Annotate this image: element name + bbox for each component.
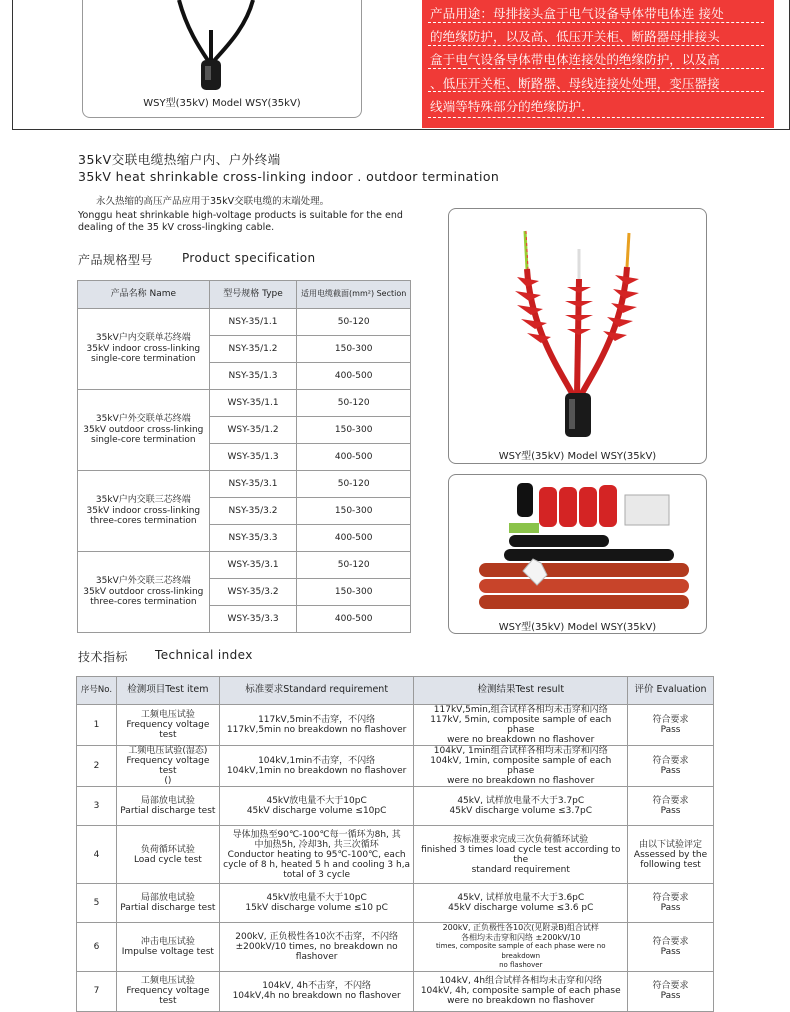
table-row bbox=[78, 471, 411, 498]
section-cell: 50-120 bbox=[297, 552, 411, 579]
table-row bbox=[78, 309, 411, 336]
std-cell bbox=[219, 923, 414, 972]
no-cell: 6 bbox=[77, 923, 117, 972]
std-cn: 45kV放电量不大于10pC bbox=[266, 893, 367, 903]
table-row bbox=[77, 884, 714, 923]
photo-caption-2: WSY型(35kV) Model WSY(35kV) bbox=[498, 622, 657, 633]
item-cn: 工频电压试验(湿态) bbox=[128, 746, 208, 756]
std-en: 104kV,1min no breakdown no flashover bbox=[226, 766, 407, 776]
std-line: cycle of 8 h, heated 5 h and cooling 3 h,a bbox=[223, 859, 411, 870]
item-en: Frequency voltage test bbox=[126, 756, 210, 776]
product-name-en: three-cores termination bbox=[90, 597, 197, 608]
cable-termination-illustration bbox=[83, 0, 363, 100]
spec-table bbox=[77, 280, 411, 633]
product-name-cell bbox=[78, 471, 210, 552]
product-name-en: 35kV indoor cross-linking bbox=[86, 505, 201, 516]
divider bbox=[428, 45, 764, 46]
result-line: standard requirement bbox=[471, 864, 570, 875]
eval-line: Assessed by the bbox=[633, 849, 708, 860]
tech-header-row bbox=[77, 677, 714, 705]
section-cell: 50-120 bbox=[297, 390, 411, 417]
type-cell: NSY-35/3.2 bbox=[209, 498, 297, 525]
std-line: flashover bbox=[295, 951, 338, 962]
section-cell: 150-300 bbox=[297, 498, 411, 525]
usage-line: 线端等特殊部分的绝缘防护. bbox=[430, 98, 586, 114]
no-cell: 4 bbox=[77, 826, 117, 884]
section-title-en: 35kV heat shrinkable cross-linking indoor . outdoor termination bbox=[78, 169, 500, 184]
spec-header-row bbox=[78, 281, 411, 309]
item-cn: 负荷循环试验 bbox=[140, 844, 195, 855]
result-cell bbox=[414, 923, 628, 972]
table-row bbox=[77, 826, 714, 884]
result-line: 45kV discharge volume ≤3.6 pC bbox=[448, 903, 594, 913]
product-name-cn: 35kV户外交联单芯终端 bbox=[95, 414, 191, 425]
type-cell: NSY-35/3.1 bbox=[209, 471, 297, 498]
col-section-header: 适用电缆截面(mm²) Section bbox=[297, 281, 411, 309]
section-desc-en-1: Yonggu heat shrinkable high-voltage products is suitable for the end bbox=[78, 210, 403, 221]
termination-kit-illustration bbox=[449, 475, 708, 615]
item-cell bbox=[116, 826, 219, 884]
top-product-photo bbox=[82, 0, 362, 118]
section-cell: 150-300 bbox=[297, 417, 411, 444]
col-item-header: 检测项目Test item bbox=[116, 677, 219, 705]
result-line: were no breakdown no flashover bbox=[447, 776, 595, 786]
eval-cn: 符合要求 bbox=[652, 796, 689, 806]
section-cell: 150-300 bbox=[297, 336, 411, 363]
product-name-cn: 35kV户内交联单芯终端 bbox=[95, 333, 191, 344]
eval-cell bbox=[628, 884, 714, 923]
result-line: 45kV discharge volume ≤3.7pC bbox=[449, 806, 592, 816]
std-cell bbox=[219, 787, 414, 826]
col-eval-header: 评价 Evaluation bbox=[628, 677, 714, 705]
eval-cn: 符合要求 bbox=[652, 756, 689, 766]
product-name-cell bbox=[78, 552, 210, 633]
item-en: Impulse voltage test bbox=[121, 946, 214, 957]
type-cell: WSY-35/3.1 bbox=[209, 552, 297, 579]
product-name-cell bbox=[78, 309, 210, 390]
std-cn: 45kV放电量不大于10pC bbox=[266, 796, 367, 806]
section-title-cn: 35kV交联电缆热缩户内、户外终端 bbox=[78, 152, 281, 167]
table-row bbox=[77, 787, 714, 826]
divider bbox=[428, 68, 764, 69]
section-desc-cn: 永久热缩的高压产品应用于35kV交联电缆的末端处理。 bbox=[96, 196, 330, 207]
table-row bbox=[77, 971, 714, 1011]
tech-heading-en: Technical index bbox=[155, 648, 253, 662]
std-cell bbox=[219, 746, 414, 787]
product-name-cn: 35kV户内交联三芯终端 bbox=[95, 495, 191, 506]
item-cn: 局部放电试验 bbox=[140, 796, 195, 806]
usage-line: 产品用途：母排接头盒于电气设备导体带电体连 接处 bbox=[430, 6, 724, 21]
product-usage-box bbox=[422, 0, 774, 128]
three-core-termination-illustration bbox=[449, 209, 708, 439]
result-line: were no breakdown no flashover bbox=[447, 996, 595, 1006]
item-en: Partial discharge test bbox=[120, 806, 216, 816]
product-name-en: 35kV outdoor cross-linking bbox=[83, 424, 204, 435]
result-line: 117kV, 5min, composite sample of each phase bbox=[430, 715, 612, 735]
eval-en: Pass bbox=[660, 903, 681, 913]
std-cell bbox=[219, 705, 414, 746]
type-cell: NSY-35/1.1 bbox=[209, 309, 297, 336]
result-line: 各相均未击穿和闪络 ±200kV/10 bbox=[461, 932, 581, 942]
result-cell bbox=[414, 787, 628, 826]
product-photo-termination bbox=[448, 208, 707, 464]
product-name-cn: 35kV户外交联三芯终端 bbox=[95, 576, 191, 587]
std-line: ±200kV/10 times, no breakdown no bbox=[235, 941, 398, 952]
eval-en: Pass bbox=[660, 766, 681, 776]
col-no-header: 序号No. bbox=[77, 677, 117, 705]
section-cell: 150-300 bbox=[297, 579, 411, 606]
product-name-en: 35kV outdoor cross-linking bbox=[83, 586, 204, 597]
item-en: Frequency voltage test bbox=[126, 720, 210, 740]
eval-cell bbox=[628, 826, 714, 884]
result-line: 117kV,5min,组合试样各相均未击穿和闪络 bbox=[433, 705, 608, 715]
table-row bbox=[77, 923, 714, 972]
type-cell: NSY-35/1.3 bbox=[209, 363, 297, 390]
std-line: 200kV, 正负极性各10次不击穿，不闪络 bbox=[235, 931, 398, 942]
eval-cell bbox=[628, 746, 714, 787]
result-line: 104kV, 4h组合试样各相均未击穿和闪络 bbox=[439, 976, 603, 986]
product-name-en: 35kV indoor cross-linking bbox=[86, 343, 201, 354]
result-line: 200kV, 正负极性各10次(见附录B)组合试样 bbox=[442, 923, 599, 932]
item-cn: 局部放电试验 bbox=[140, 893, 195, 903]
eval-cn: 符合要求 bbox=[652, 893, 689, 903]
std-en: 117kV,5min no breakdown no flashover bbox=[226, 725, 407, 735]
type-cell: WSY-35/1.2 bbox=[209, 417, 297, 444]
std-line: Conductor heating to 95℃-100℃, each bbox=[227, 849, 406, 860]
col-type-header: 型号规格 Type bbox=[209, 281, 297, 309]
item-cn: 冲击电压试验 bbox=[140, 936, 195, 947]
col-std-header: 标准要求Standard requirement bbox=[219, 677, 414, 705]
result-cell bbox=[414, 826, 628, 884]
result-line: 45kV, 试样放电量不大于3.7pC bbox=[457, 796, 585, 806]
spec-heading-cn: 产品规格型号 bbox=[78, 253, 154, 267]
result-line: 104kV, 1min组合试样各相均未击穿和闪络 bbox=[433, 746, 608, 756]
type-cell: NSY-35/3.3 bbox=[209, 525, 297, 552]
no-cell: 2 bbox=[77, 746, 117, 787]
usage-line: 的绝缘防护，以及高、低压开关柜、断路器母排接头 bbox=[430, 29, 720, 45]
photo-caption-1: WSY型(35kV) Model WSY(35kV) bbox=[498, 451, 657, 462]
item-en: Partial discharge test bbox=[120, 903, 216, 913]
result-cell bbox=[414, 705, 628, 746]
result-cell bbox=[414, 746, 628, 787]
product-name-en: three-cores termination bbox=[90, 516, 197, 527]
type-cell: NSY-35/1.2 bbox=[209, 336, 297, 363]
divider bbox=[428, 117, 764, 118]
std-cell bbox=[219, 884, 414, 923]
tech-heading-cn: 技术指标 bbox=[78, 650, 129, 664]
eval-cn: 符合要求 bbox=[652, 715, 689, 725]
table-row bbox=[78, 390, 411, 417]
divider bbox=[428, 91, 764, 92]
result-line: times, composite sample of each phase were no breakdown bbox=[435, 942, 606, 960]
section-desc-en-2: dealing of the 35 kV cross-lingking cable. bbox=[78, 222, 275, 233]
eval-cell bbox=[628, 787, 714, 826]
result-line: were no breakdown no flashover bbox=[447, 735, 595, 745]
item-cell bbox=[116, 787, 219, 826]
product-photo-kit bbox=[448, 474, 707, 634]
no-cell: 7 bbox=[77, 971, 117, 1011]
item-en: Load cycle test bbox=[133, 854, 202, 865]
product-name-en: single-core termination bbox=[91, 435, 196, 446]
item-cn: 工频电压试验 bbox=[140, 710, 195, 720]
no-cell: 5 bbox=[77, 884, 117, 923]
eval-line: following test bbox=[640, 859, 701, 870]
std-en: 15kV discharge volume ≤10 pC bbox=[245, 903, 388, 913]
std-en: 45kV discharge volume ≤10pC bbox=[246, 806, 387, 816]
eval-en: Pass bbox=[660, 806, 681, 816]
usage-line: 盒于电气设备导体带电体连接处的绝缘防护，以及高 bbox=[430, 52, 720, 68]
eval-line: 由以下试验评定 bbox=[639, 839, 703, 850]
section-cell: 50-120 bbox=[297, 309, 411, 336]
spec-heading-en: Product specification bbox=[182, 251, 316, 265]
eval-cell bbox=[628, 923, 714, 972]
item-cell bbox=[116, 705, 219, 746]
col-result-header: 检测结果Test result bbox=[414, 677, 628, 705]
result-line: 104kV, 4h, composite sample of each phase bbox=[420, 986, 621, 996]
col-name-header: 产品名称 Name bbox=[78, 281, 210, 309]
table-row bbox=[77, 746, 714, 787]
no-cell: 3 bbox=[77, 787, 117, 826]
section-cell: 400-500 bbox=[297, 525, 411, 552]
std-en: 104kV,4h no breakdown no flashover bbox=[232, 991, 401, 1001]
tech-table bbox=[76, 676, 714, 1012]
item-cell bbox=[116, 923, 219, 972]
section-cell: 400-500 bbox=[297, 444, 411, 471]
top-photo-caption: WSY型(35kV) Model WSY(35kV) bbox=[143, 98, 301, 109]
item-cn: 工频电压试验 bbox=[140, 976, 195, 986]
section-cell: 400-500 bbox=[297, 606, 411, 633]
std-cell bbox=[219, 971, 414, 1011]
eval-en: Pass bbox=[660, 991, 681, 1001]
type-cell: WSY-35/3.3 bbox=[209, 606, 297, 633]
product-name-en: single-core termination bbox=[91, 354, 196, 365]
std-cn: 117kV,5min不击穿，不闪络 bbox=[258, 715, 376, 725]
result-line: 按标准要求完成三次负荷循环试验 bbox=[453, 834, 589, 845]
section-cell: 50-120 bbox=[297, 471, 411, 498]
item-cell bbox=[116, 971, 219, 1011]
item-cell bbox=[116, 884, 219, 923]
std-line: 导体加热至90℃-100℃每一循环为8h, 其 bbox=[232, 829, 401, 840]
section-cell: 400-500 bbox=[297, 363, 411, 390]
product-name-cell bbox=[78, 390, 210, 471]
result-cell bbox=[414, 884, 628, 923]
std-line: 中加热5h, 冷却3h, 共三次循环 bbox=[254, 839, 379, 850]
item-en: Frequency voltage test bbox=[126, 986, 210, 1006]
std-cn: 104kV, 4h不击穿，不闪络 bbox=[262, 981, 371, 991]
type-cell: WSY-35/3.2 bbox=[209, 579, 297, 606]
eval-cell bbox=[628, 705, 714, 746]
divider bbox=[428, 22, 764, 23]
no-cell: 1 bbox=[77, 705, 117, 746]
std-cell bbox=[219, 826, 414, 884]
type-cell: WSY-35/1.1 bbox=[209, 390, 297, 417]
std-cn: 104kV,1min不击穿，不闪络 bbox=[258, 756, 376, 766]
table-row bbox=[77, 705, 714, 746]
item-extra: () bbox=[164, 776, 172, 786]
item-cell bbox=[116, 746, 219, 787]
result-line: no flashover bbox=[499, 961, 543, 969]
result-line: finished 3 times load cycle test according to the bbox=[421, 844, 621, 865]
eval-en: Pass bbox=[660, 725, 681, 735]
result-line: 45kV, 试样放电量不大于3.6pC bbox=[457, 893, 585, 903]
eval-en: Pass bbox=[660, 946, 681, 957]
result-line: 104kV, 1min, composite sample of each phase bbox=[430, 756, 612, 776]
result-cell bbox=[414, 971, 628, 1011]
eval-cn: 符合要求 bbox=[652, 981, 689, 991]
eval-cell bbox=[628, 971, 714, 1011]
std-line: total of 3 cycle bbox=[283, 869, 351, 880]
table-row bbox=[78, 552, 411, 579]
eval-cn: 符合要求 bbox=[652, 936, 689, 947]
usage-line: 、低压开关柜、断路器、母线连接处处理，变压器接 bbox=[430, 75, 720, 91]
type-cell: WSY-35/1.3 bbox=[209, 444, 297, 471]
